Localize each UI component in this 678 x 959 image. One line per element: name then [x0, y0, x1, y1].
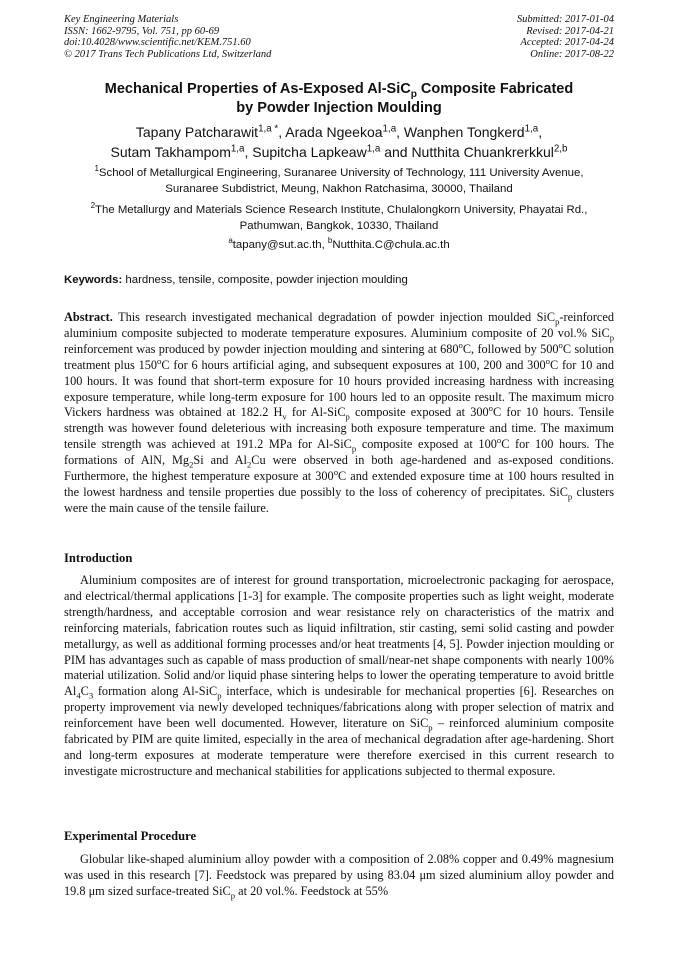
abstract-text: composite exposed at 100	[356, 437, 497, 452]
abstract-text: C for 6 hours artificial aging, and subsequent exposures at 100, 200 and 300	[161, 357, 546, 372]
abstract-text: for Al-SiC	[286, 405, 346, 420]
author-separator: ,	[538, 124, 543, 140]
author-affil-mark: 1,a	[230, 143, 245, 155]
revised-date: Revised: 2017-04-21	[526, 25, 614, 37]
degree-mark: o	[488, 403, 493, 414]
doi-link[interactable]: doi:10.4028/www.scientific.net/KEM.751.60	[64, 37, 251, 49]
degree-mark: o	[558, 339, 563, 350]
experimental-body	[64, 852, 614, 900]
abstract-text: C, followed by 500	[462, 341, 559, 356]
affiliation-1-line-1	[64, 166, 614, 182]
author-list	[64, 122, 614, 162]
abstract-subscript: 2	[189, 459, 194, 470]
abstract-text: Si and Al	[193, 453, 247, 468]
experimental-heading: Experimental Procedure	[64, 829, 197, 843]
abstract-paragraph	[64, 310, 614, 517]
affiliation-number: 2	[90, 201, 96, 211]
introduction-body	[64, 573, 614, 780]
title-subscript: p	[410, 88, 417, 100]
author-name: Tapany Patcharawit	[135, 124, 259, 140]
journal-header-right	[517, 14, 614, 60]
paper-title	[64, 80, 614, 118]
affiliation-2	[64, 203, 614, 234]
journal-name: Key Engineering Materials	[64, 14, 179, 25]
abstract-text: C solution treatment plus 150	[64, 341, 615, 372]
author-name: , Arada Ngeekoa	[278, 124, 383, 140]
title-line-2: by Powder Injection Moulding	[236, 100, 442, 116]
abstract-text: C for 10 hours. Tensile strength was however found deleterious with increasing both exposure temperature and time. The maximum tensile strength was achieved at 191.2 MPa for Al-SiC	[64, 405, 614, 452]
author-affil-mark: 1,a	[524, 123, 539, 135]
issn-info: ISSN: 1662-9795, Vol. 751, pp 60-69	[64, 25, 220, 37]
abstract-subscript: p	[345, 411, 350, 422]
author-name: and Nutthita Chuankrerkkul	[380, 144, 554, 160]
affiliation-2-line-2: Pathumwan, Bangkok, 10330, Thailand	[239, 219, 439, 232]
abstract-subscript: p	[567, 491, 573, 502]
intro-text: interface, which is undesirable for mechanical properties [6]. Researches on property improvement via newly developed techniques/fabrications along with proper selection of matrix and reinforcement have been well documented. However, literature on SiC	[64, 684, 614, 731]
title-text: Composite Fabricated	[416, 81, 574, 97]
introduction-heading: Introduction	[64, 551, 133, 565]
experimental-text: at 20 vol.%. Feedstock at 55%	[235, 883, 389, 898]
abstract-subscript: 2	[246, 459, 252, 470]
abstract-text: composite exposed at 300	[349, 405, 489, 420]
copyright: © 2017 Trans Tech Publications Ltd, Switzerland	[64, 48, 272, 60]
affiliation-1-line-2: Suranaree Subdistrict, Meung, Nakhon Ratchasima, 30000, Thailand	[165, 182, 513, 195]
accepted-date: Accepted: 2017-04-24	[520, 37, 614, 49]
introduction-paragraph	[64, 573, 614, 780]
email-link[interactable]: tapany@sut.ac.th,	[232, 239, 328, 251]
intro-subscript: p	[217, 690, 222, 701]
keywords-label: Keywords:	[64, 274, 123, 286]
abstract-text: This research investigated mechanical degradation of powder injection moulded SiC	[112, 310, 556, 324]
author-name: , Supitcha Lapkeaw	[244, 144, 367, 160]
affiliation-text: School of Metallurgical Engineering, Suranaree University of Technology, 111 University Avenue,	[98, 167, 584, 179]
title-text: Mechanical Properties of As-Exposed Al-SiC	[104, 81, 411, 97]
degree-mark: o	[157, 355, 162, 366]
intro-text: – reinforced aluminium composite fabricated by PIM are quite limited, especially in the area of mechanical degradation after age-hardening. Short and long-term exposures at moderate temperature were therefore exercised in this current research to investigate microstructure and mechanical stabilities for applications subjected to thermal exposure.	[64, 716, 614, 778]
intro-subscript: 3	[88, 690, 94, 701]
author-emails	[64, 238, 614, 254]
abstract-text: C for 10 and 100 hours. It was found that short-term exposure for 10 hours provided increasing hardness with increasing exposure temperature, while long-term exposure for 100 hours led to an opposite result. The maximum micro Vickers hardness was obtained at 182.2 H	[64, 357, 614, 420]
abstract-text: clusters were the main cause of the tensile failure.	[64, 484, 615, 515]
journal-header-left	[64, 14, 271, 60]
abstract	[64, 310, 614, 517]
online-date: Online: 2017-08-22	[530, 48, 614, 60]
title-line-1	[64, 80, 614, 99]
keywords-text: hardness, tensile, composite, powder injection moulding	[122, 274, 408, 286]
experimental-text: Globular like-shaped aluminium alloy powder with a composition of 2.08% copper and 0.49% magnesium was used in this research [7]. Feedstock was prepared by using 83.04 μm sized aluminium alloy powder and 19.8 μm sized surface-treated SiC	[64, 852, 614, 898]
experimental-paragraph	[64, 852, 614, 900]
abstract-subscript: p	[351, 443, 357, 454]
keywords	[64, 273, 614, 288]
intro-subscript: p	[428, 722, 433, 733]
email-mark: a	[228, 236, 233, 246]
author-affil-mark: 2,b	[553, 143, 568, 155]
degree-mark: o	[458, 339, 463, 350]
degree-mark: o	[333, 466, 338, 477]
affiliation-text: The Metallurgy and Materials Science Research Institute, Chulalongkorn University, Phayatai Rd.,	[95, 204, 588, 216]
submitted-date: Submitted: 2017-01-04	[516, 14, 614, 25]
email-link[interactable]: Nutthita.C@chula.ac.th	[332, 239, 450, 251]
author-affil-mark: 1,a *	[258, 123, 279, 135]
intro-text: Aluminium composites are of interest for ground transportation, microelectronic packaging for aerospace, and electrical/thermal applications [1-3] for example. The composite properties such as light weight, moderate strength/hardness, and acceptable corrosion and wear resistance rely on characteristics of the matrix and reinforcing materials, fabrication routes such as liquid infiltration, stir casting, semi solid casting and powder metallurgy, as well as additional forming processes and/or heat treatments [4, 5]. Powder injection moulding or PIM has advantages such as capable of mass production of small/near-net shape components with nearly 100% material utilization. Solid and/or liquid phase sintering helps to lower the operating temperature to avoid brittle Al	[64, 573, 614, 699]
author-name: Sutam Takhampom	[110, 144, 231, 160]
author-name: , Wanphen Tongkerd	[396, 124, 525, 140]
intro-text: C	[80, 684, 89, 699]
abstract-label: Abstract.	[64, 310, 113, 324]
authors-line-1	[64, 122, 614, 142]
author-affil-mark: 1,a	[366, 143, 381, 155]
degree-mark: o	[496, 435, 502, 446]
affiliation-2-line-1	[64, 203, 614, 219]
abstract-subscript: v	[282, 411, 287, 422]
abstract-subscript: p	[555, 316, 560, 327]
experimental-subscript: p	[230, 890, 236, 901]
abstract-text: C and extended exposure time at 100 hours resulted in the lowest hardness and tensile properties due possibly to the loss of coherency of precipitates. SiC	[64, 469, 614, 499]
degree-mark: o	[545, 355, 550, 366]
intro-subscript: 4	[76, 690, 81, 701]
abstract-text: -reinforced aluminium composite subjected to moderate temperature exposures. Aluminium composite of 20 vol.% SiC	[64, 310, 614, 340]
abstract-text: C for 100 hours. The formations of AlN, Mg	[64, 437, 614, 468]
intro-text: formation along Al-SiC	[93, 684, 218, 699]
abstract-text: reinforcement was produced by powder injection moulding and sintering at 680	[64, 341, 459, 356]
affiliation-1	[64, 166, 614, 197]
abstract-text: Cu were observed in both age-hardened and as-exposed conditions. Furthermore, the highest temperature exposure at 300	[64, 453, 614, 484]
authors-line-2	[64, 142, 614, 162]
author-affil-mark: 1,a	[382, 123, 397, 135]
abstract-subscript: p	[609, 332, 614, 343]
affiliation-number: 1	[94, 164, 99, 174]
email-mark: b	[327, 236, 333, 246]
